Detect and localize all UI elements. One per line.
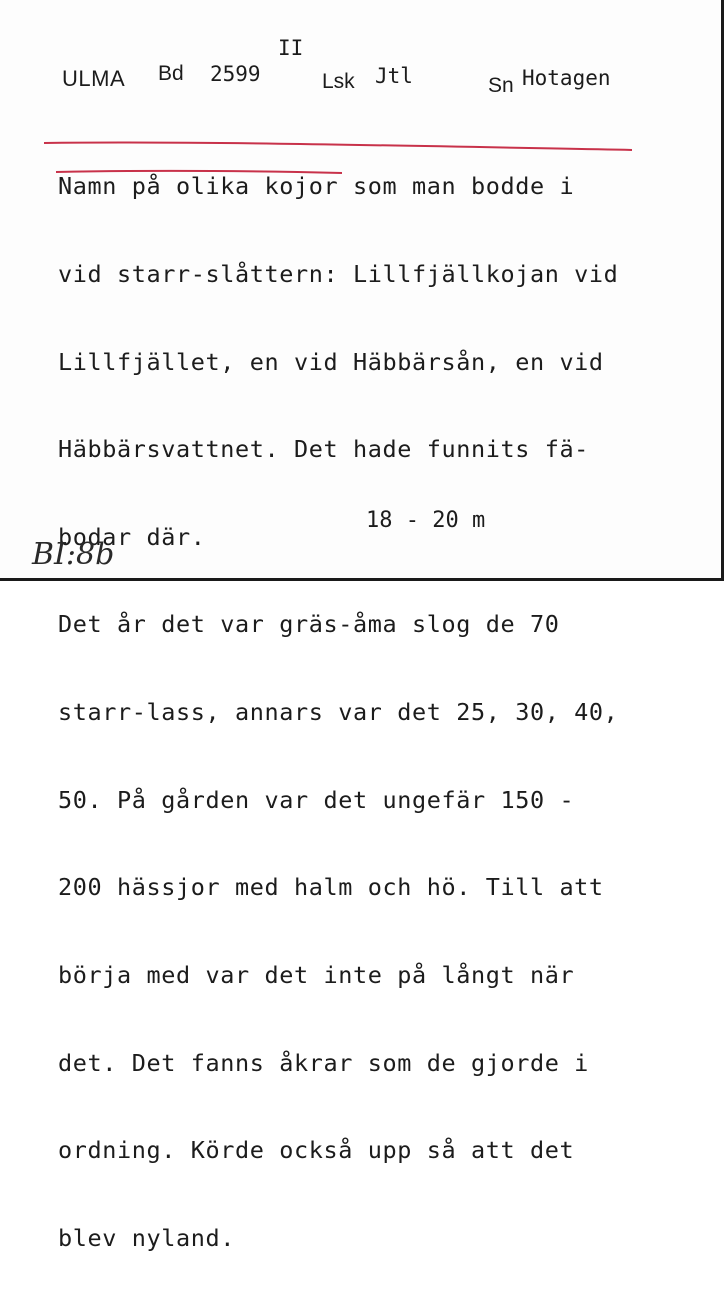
body-line: bodar där.: [58, 522, 206, 551]
sn-label: Sn: [488, 74, 514, 97]
volume-roman: II: [278, 36, 304, 60]
body-line: börja med var det inte på långt när: [58, 960, 575, 989]
handwritten-reference-text: BI:8b: [32, 537, 115, 572]
body-line: det. Det fanns åkrar som de gjorde i: [58, 1048, 589, 1077]
handwritten-reference: [30, 528, 160, 576]
body-line: 50. På gården var det ungefär 150 -: [58, 785, 575, 814]
lsk-value: Jtl: [375, 64, 413, 88]
body-line: Lillfjället, en vid Häbbärsån, en vid: [58, 347, 604, 376]
parish-name: Hotagen: [522, 66, 611, 90]
lsk-label: Lsk: [322, 70, 355, 93]
body-line: 200 hässjor med halm och hö. Till att: [58, 873, 604, 902]
archive-code: ULMA: [62, 66, 126, 91]
card-body-text: [58, 114, 618, 1311]
bd-number: 2599: [210, 62, 261, 86]
body-line: Namn på olika kojor som man bodde i: [58, 172, 575, 201]
bd-label: Bd: [158, 62, 184, 85]
body-line: ordning. Körde också upp så att det: [58, 1136, 575, 1165]
page-range: 18 - 20 m: [366, 508, 486, 533]
body-line: vid starr-slåttern: Lillfjällkojan vid: [58, 260, 619, 289]
body-line: Det år det var gräs-åma slog de 70: [58, 610, 560, 639]
body-line: Häbbärsvattnet. Det hade funnits fä-: [58, 435, 589, 464]
body-line: blev nyland.: [58, 1223, 235, 1252]
body-line: starr-lass, annars var det 25, 30, 40,: [58, 698, 619, 727]
